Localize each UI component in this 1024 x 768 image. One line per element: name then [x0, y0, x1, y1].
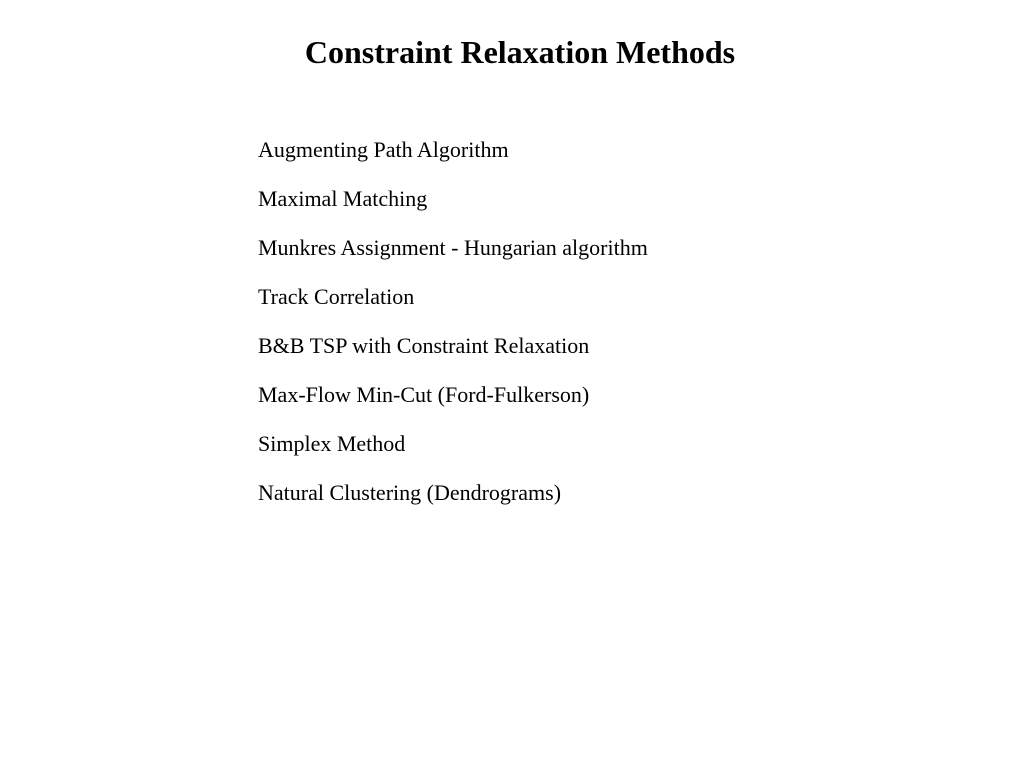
method-list — [258, 136, 648, 528]
list-item: Simplex Method — [258, 431, 406, 456]
list-item: Augmenting Path Algorithm — [258, 137, 509, 162]
list-item: B&B TSP with Constraint Relaxation — [258, 333, 590, 358]
list-item: Munkres Assignment - Hungarian algorithm — [258, 235, 648, 260]
slide-title: Constraint Relaxation Methods — [304, 34, 736, 70]
list-item: Natural Clustering (Dendrograms) — [258, 480, 562, 505]
list-item: Maximal Matching — [258, 186, 428, 211]
list-item: Max-Flow Min-Cut (Ford-Fulkerson) — [258, 382, 590, 407]
list-item: Track Correlation — [258, 284, 415, 309]
